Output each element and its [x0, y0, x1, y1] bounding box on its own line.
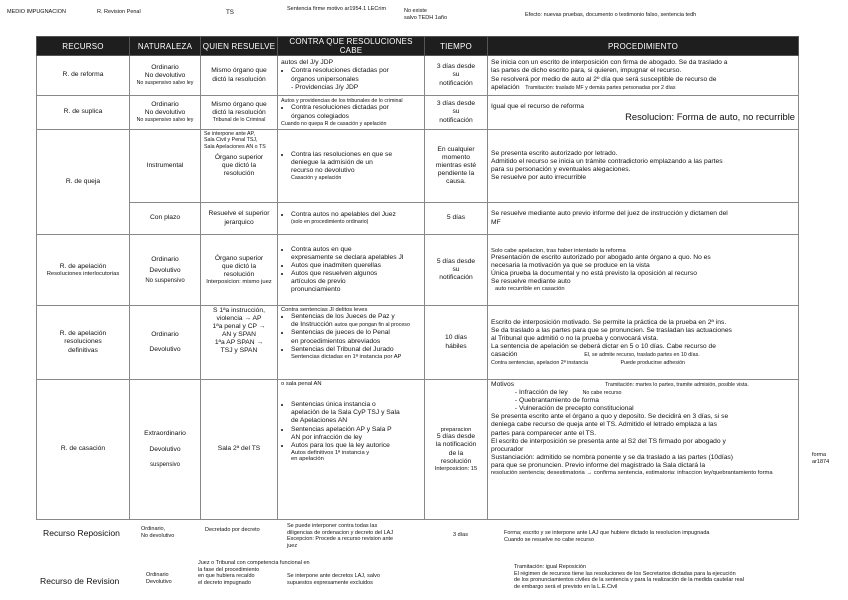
- quien-suplica: Mismo órgano que dictó la resolución Tribunal de lo Criminal: [201, 96, 278, 130]
- quien-apelacion: Órgano superior que dictó la resolución Interposicion: mismo juez: [201, 235, 278, 306]
- naturaleza-queja-plazo: Con plazo: [130, 203, 201, 235]
- proc-queja-instr: Se presenta escrito autorizado por letrado. Admitido el recurso se inicia un trámite contradictorio emplazando a las partes para su personación y eventuales alegaciones. Se resuelve por auto irrecurrible: [488, 130, 799, 203]
- reposicion-contra: Se puede interponer contra todas las diligencias de ordenacion y decreto del LAJ Excepcion: Procede a recurso revision ante juez: [287, 523, 394, 549]
- nat-note-reforma: No suspensivo salvo ley: [136, 80, 194, 87]
- quien-queja-instr: Se interpone ante AP, Sala Civil y Penal TSJ, Sala Apelaciones AN o TS Órgano superior que dictó la resolución: [201, 130, 278, 203]
- proc-note-reforma: Tramitación: traslado MF y demás partes personadas por 2 días: [525, 84, 676, 91]
- header-sentencia: Sentencia firme motivo ar1954.1 LECrim: [287, 6, 387, 12]
- proc-apelacion-def: Escrito de interposición motivado. Se permite la práctica de la prueba en 2ª ins. Se da traslado a las partes para que se pronuncien. Se trasladan las actuaciones al Tribunal que admitió o no la prueba y convocará vista. La sentencia de apelación se deberá dictar en 5 o 10 días. Cabe recurso de casación El, se admite recurso, traslado partes en 10 días. Contra sentencias, apelacion 2ª instancia Puede producirse adhesión: [488, 306, 799, 380]
- casacion-side-note: forma ar1874: [812, 452, 830, 465]
- header-revision: R. Revision Penal: [97, 9, 141, 15]
- revision-proc: Tramitación: igual Reposición El régimen de recursos tiene las resoluciones de los Secretarios dictadas para la ejecución de los pronunciamientos civiles de la sentencia y para la realización de la medida cautelar real de embargo será el previsto en la L.E.Civil: [514, 564, 744, 590]
- tiempo-queja-instr: En cualquier momento mientras esté pendiente la causa.: [425, 130, 488, 203]
- reposicion-naturaleza: Ordinario, No devolutivo: [141, 526, 175, 539]
- quien-apelacion-def: S 1ªa instrucción, violencia → AP 1ªa penal y CP → AN y SPAN 1ªa AP SPAN → TSJ y SPAN: [201, 306, 278, 380]
- tiempo-apelacion: 5 días desde su notificación: [425, 235, 488, 306]
- naturaleza-apelacion-def: Ordinario Devolutivo: [130, 306, 201, 380]
- reposicion-tiempo: 3 días: [453, 532, 468, 538]
- reposicion-proc: Forma; escrito y se interpone ante LAJ que hubiere dictado la resolucion impugnada Cuando se resuelve no cabe recurso: [504, 530, 710, 543]
- naturaleza-reforma: Ordinario No devolutivo No suspensivo salvo ley: [130, 56, 201, 96]
- recurso-suplica: R. de suplica: [37, 96, 130, 130]
- row-apelacion: [37, 235, 799, 306]
- contra-apelacion-def: Contra sentencias JI delitos leves • Sentencias de los Jueces de Paz y de Instrucción autos que pongan fin al proceso • Sentencias de jueces de lo Penal en procedimientos abreviados • Sentencias del Tribunal del Jurado Sentencias dictadas en 1ª instancia por AP: [278, 306, 425, 380]
- proc-reforma: Se inicia con un escrito de interposición con firma de abogado. Se da traslado a las partes de dicho escrito para, si quieren, impugnar el recurso. Se resolverá por medio de auto al 2º día que será susceptible de recurso de apelación Tramitación: traslado MF y demás partes personadas por 2 días: [488, 56, 799, 96]
- row-apelacion-definitivas: [37, 306, 799, 380]
- recursos-table: [36, 36, 799, 520]
- col-tiempo: TIEMPO: [425, 37, 488, 56]
- contra-queja-plazo: • Contra autos no apelables del Juez (solo en procedimiento ordinario): [278, 203, 425, 235]
- suplica-resolucion-note: Resolucion: Forma de auto, no recurrible: [625, 110, 795, 122]
- revision-title: Recurso de Revision: [40, 576, 120, 586]
- proc-suplica: Igual que el recurso de reforma Resolucion: Forma de auto, no recurrible: [488, 96, 799, 130]
- revision-contra: Se interpone ante decretos LAJ, salvo supuestos expresamente excluidos: [287, 573, 380, 586]
- proc-queja-plazo: Se resuelve mediante auto previo informe del juez de instrucción y dictamen del MF: [488, 203, 799, 235]
- quien-queja-plazo: Resuelve el superior jerarquico: [201, 203, 278, 235]
- contra-queja-instr: • Contra las resoluciones en que se deniegue la admisión de un recurso no devolutivo Casación y apelación: [278, 130, 425, 203]
- col-naturaleza: NATURALEZA: [130, 37, 201, 56]
- header-no-existe: No existe: [404, 8, 427, 14]
- tiempo-reforma: 3 días desde su notificación: [425, 56, 488, 96]
- col-contra: CONTRA QUE RESOLUCIONES CABE: [278, 37, 425, 56]
- proc-casacion: Motivos Tramitación: martes lo partes, tramite admisión, posible vista. - Infracción de ley No cabe recurso - Quebrantamiento de forma - Vulneración de precepto constitucional Se presenta escrito ante el órgano a quo y deposito. Se decidirá en 3 días, si se deniega cabe recurso de queja ante el TS. Admitido el letrado emplaza a las partes para comparecer ante el TS. El escrito de interposición se presenta ante al S2 del TS firmado por abogado y procurador Sustanciación: admitido se nombra ponente y se da traslado a las partes (10días) para que se pronuncien. Previo informe del magistrado la Sala dictará la resolución sentencia; desestimatoria → confirma sentencia, estimatoria: infraccion ley/quebrantamiento forma: [488, 380, 799, 520]
- recurso-casacion: R. de casación: [37, 380, 130, 520]
- contra-apelacion: • Contra autos en que expresamente se declara apelables JI • Autos que inadmiten querellas • Autos que resuelven algunos artículos de previo pronunciamiento: [278, 235, 425, 306]
- contra-casacion: o sala penal AN • Sentencias única instancia o apelación de la Sala CyP TSJ y Sala de Apelaciones AN • Sentencias apelación AP y Sala P AN por infracción de ley • Autos para los que la ley autorice Autos definitivos 1ª instancia y en apelación: [278, 380, 425, 520]
- revision-naturaleza: Ordinario Devolutivo: [146, 572, 172, 585]
- recurso-reforma: R. de reforma: [37, 56, 130, 96]
- proc-apelacion: Solo cabe apelacion, tras haber intentado la reforma Presentación de escrito autorizado por abogado ante órgano a quo. No es necesaria la motivación ya que se produce en la vista Única prueba la documental y no está previsto la oposición al recurso Se resuelve mediante auto auto recurrible en casación: [488, 235, 799, 306]
- col-procedimiento: PROCEDIMIENTO: [488, 37, 799, 56]
- row-suplica: [37, 96, 799, 130]
- tiempo-casacion: preparacion 5 días desde la notificación de la resolución Interposicion: 15: [425, 380, 488, 520]
- header-salvo: salvo TEDH 1año: [404, 15, 448, 21]
- row-casacion: [37, 380, 799, 520]
- tiempo-suplica: 3 días desde su notificación: [425, 96, 488, 130]
- recurso-apelacion-def: R. de apelación resoluciones definitivas: [37, 306, 130, 380]
- reposicion-title: Recurso Reposicion: [43, 528, 120, 538]
- contra-suplica: Autos y providencias de los tribunales de lo criminal • Contra resoluciones dictadas por órganos colegiados Cuando no quepa R de casación y apelación: [278, 96, 425, 130]
- revision-quien: Juez o Tribunal con competencia funcional en la fase del procedimiento en que hubiera recaído el decreto impugnado: [198, 560, 310, 586]
- col-quien-resuelve: QUIEN RESUELVE: [201, 37, 278, 56]
- tiempo-queja-plazo: 5 días: [425, 203, 488, 235]
- tiempo-apelacion-def: 10 días hábiles: [425, 306, 488, 380]
- naturaleza-casacion: Extraordinario Devolutivo suspensivo: [130, 380, 201, 520]
- col-recurso: RECURSO: [37, 37, 130, 56]
- recurso-queja: R. de queja: [37, 130, 130, 235]
- naturaleza-apelacion: Ordinario Devolutivo No suspensivo: [130, 235, 201, 306]
- quien-casacion: Sala 2ª del TS: [201, 380, 278, 520]
- naturaleza-queja-instr: Instrumental: [130, 130, 201, 203]
- reposicion-quien: Decretado por decreto: [205, 527, 260, 533]
- table-header-row: [37, 37, 799, 56]
- header-ts: TS: [226, 9, 234, 16]
- quien-reforma: Mismo órgano que dictó la resolución: [201, 56, 278, 96]
- row-queja-plazo: [37, 203, 799, 235]
- header-efecto: Efecto: nuevas pruebas, documento o testimonio falso, sentencia tedh: [525, 12, 697, 18]
- contra-reforma: autos del J/y JDP • Contra resoluciones dictadas por órganos unipersonales - Providencias J/y JDP: [278, 56, 425, 96]
- row-reforma: [37, 56, 799, 96]
- row-queja-instrumental: [37, 130, 799, 203]
- recurso-apelacion: R. de apelación Resoluciones interlocutorias: [37, 235, 130, 306]
- header-medio: MEDIO IMPUGNACION: [7, 9, 66, 15]
- naturaleza-suplica: Ordinario No devolutivo No suspensivo salvo ley: [130, 96, 201, 130]
